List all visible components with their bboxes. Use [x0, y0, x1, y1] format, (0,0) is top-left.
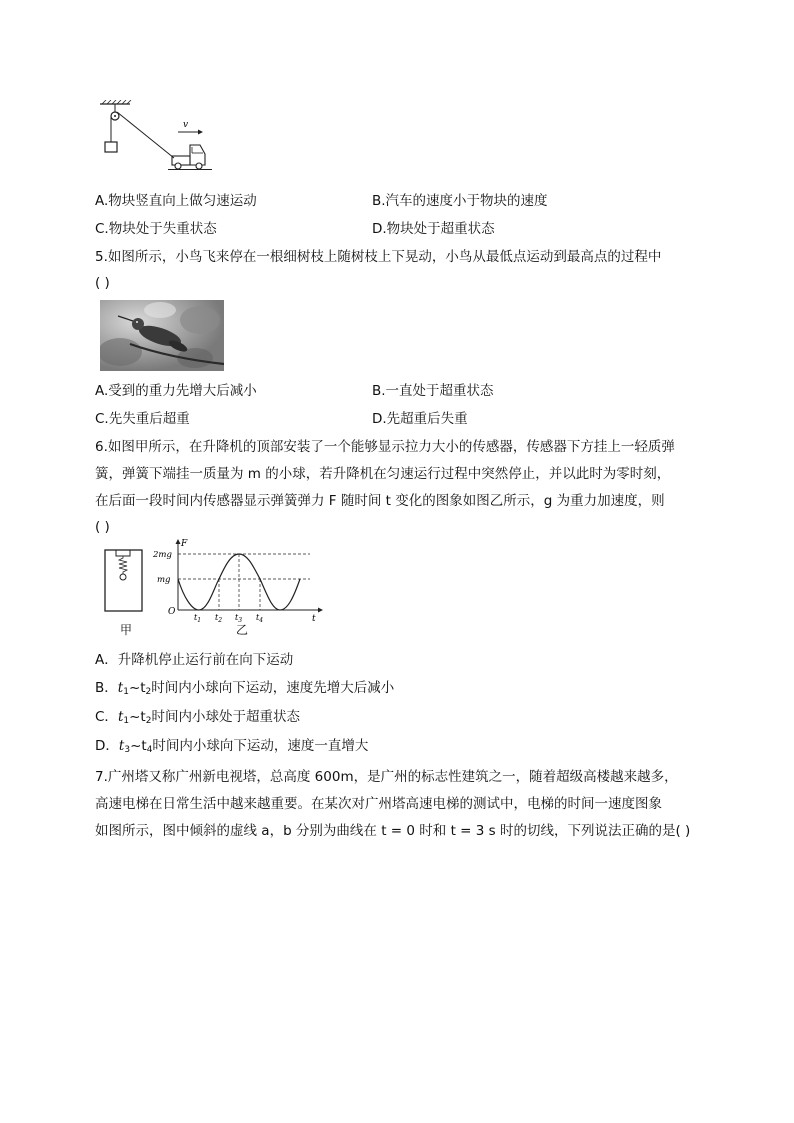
q6-graph-tick-2mg: 2mg — [153, 550, 172, 560]
q6-graph-tick-t2: $t_2$ — [215, 613, 223, 622]
q4-pulley-truck-figure — [100, 100, 215, 172]
q6-graph-tick-t3: $t_3$ — [235, 613, 243, 622]
q5-option-d[interactable]: D.先超重后失重 — [372, 411, 468, 427]
q4-option-b[interactable]: B.汽车的速度小于物块的速度 — [372, 193, 548, 209]
q6-graph-x-label: t — [312, 614, 316, 622]
q7-stem-line2: 高速电梯在日常生活中越来越重要。在某次对广州塔高速电梯的测试中，电梯的时间一速度图象 — [95, 796, 662, 812]
q6-option-a[interactable]: A．升降机停止运行前在向下运动 — [95, 652, 294, 668]
q6-graph-y-label: F — [181, 539, 188, 549]
q6-stem-line3: 在后面一段时间内传感器显示弹簧弹力 F 随时间 t 变化的图象如图乙所示，g 为重力加速度，则 — [95, 493, 665, 509]
q4-option-d[interactable]: D.物块处于超重状态 — [372, 221, 495, 237]
q6-graph-origin: O — [168, 607, 176, 617]
q6-elevator-figure — [104, 549, 144, 613]
q4-velocity-label: v — [183, 120, 189, 130]
q4-option-a[interactable]: A.物块竖直向上做匀速运动 — [95, 193, 257, 209]
q5-stem-line2: ( ) — [95, 275, 110, 291]
q6-figure-yi-label: 乙 — [236, 623, 249, 637]
q6-stem-line2: 簧，弹簧下端挂一质量为 m 的小球，若升降机在匀速运行过程中突然停止，并以此时为零时刻， — [95, 466, 671, 482]
q6-figure-jia-label: 甲 — [120, 623, 133, 637]
q5-bird-photo — [100, 300, 224, 371]
q6-graph-tick-t4: $t_4$ — [256, 613, 264, 622]
q6-option-b[interactable]: B．$t_1\sim t_2$时间内小球向下运动，速度先增大后减小 — [95, 680, 395, 697]
q4-option-c[interactable]: C.物块处于失重状态 — [95, 221, 217, 237]
q5-option-b[interactable]: B.一直处于超重状态 — [372, 383, 494, 399]
q6-stem-line4: ( ) — [95, 519, 110, 535]
q6-graph-tick-t1: $t_1$ — [194, 613, 202, 622]
q6-option-d[interactable]: D．$t_3\sim t_4$时间内小球向下运动，速度一直增大 — [95, 738, 369, 755]
q6-graph-tick-mg: mg — [157, 575, 171, 585]
q5-stem-line1: 5.如图所示，小鸟飞来停在一根细树枝上随树枝上下晃动，小鸟从最低点运动到最高点的过程中 — [95, 249, 662, 265]
q6-force-time-graph — [150, 538, 325, 622]
q6-stem-line1: 6.如图甲所示，在升降机的顶部安装了一个能够显示拉力大小的传感器，传感器下方挂上一轻质弹 — [95, 439, 675, 455]
q5-option-c[interactable]: C.先失重后超重 — [95, 411, 190, 427]
q7-stem-line3: 如图所示，图中倾斜的虚线 a，b 分别为曲线在 t = 0 时和 t = 3 s 时的切线，下列说法正确的是( ) — [95, 823, 691, 839]
q5-option-a[interactable]: A.受到的重力先增大后减小 — [95, 383, 257, 399]
q7-stem-line1: 7.广州塔又称广州新电视塔，总高度 600m，是广州的标志性建筑之一，随着超级高楼越来越多， — [95, 769, 678, 785]
q6-option-c[interactable]: C．$t_1\sim t_2$时间内小球处于超重状态 — [95, 709, 300, 726]
